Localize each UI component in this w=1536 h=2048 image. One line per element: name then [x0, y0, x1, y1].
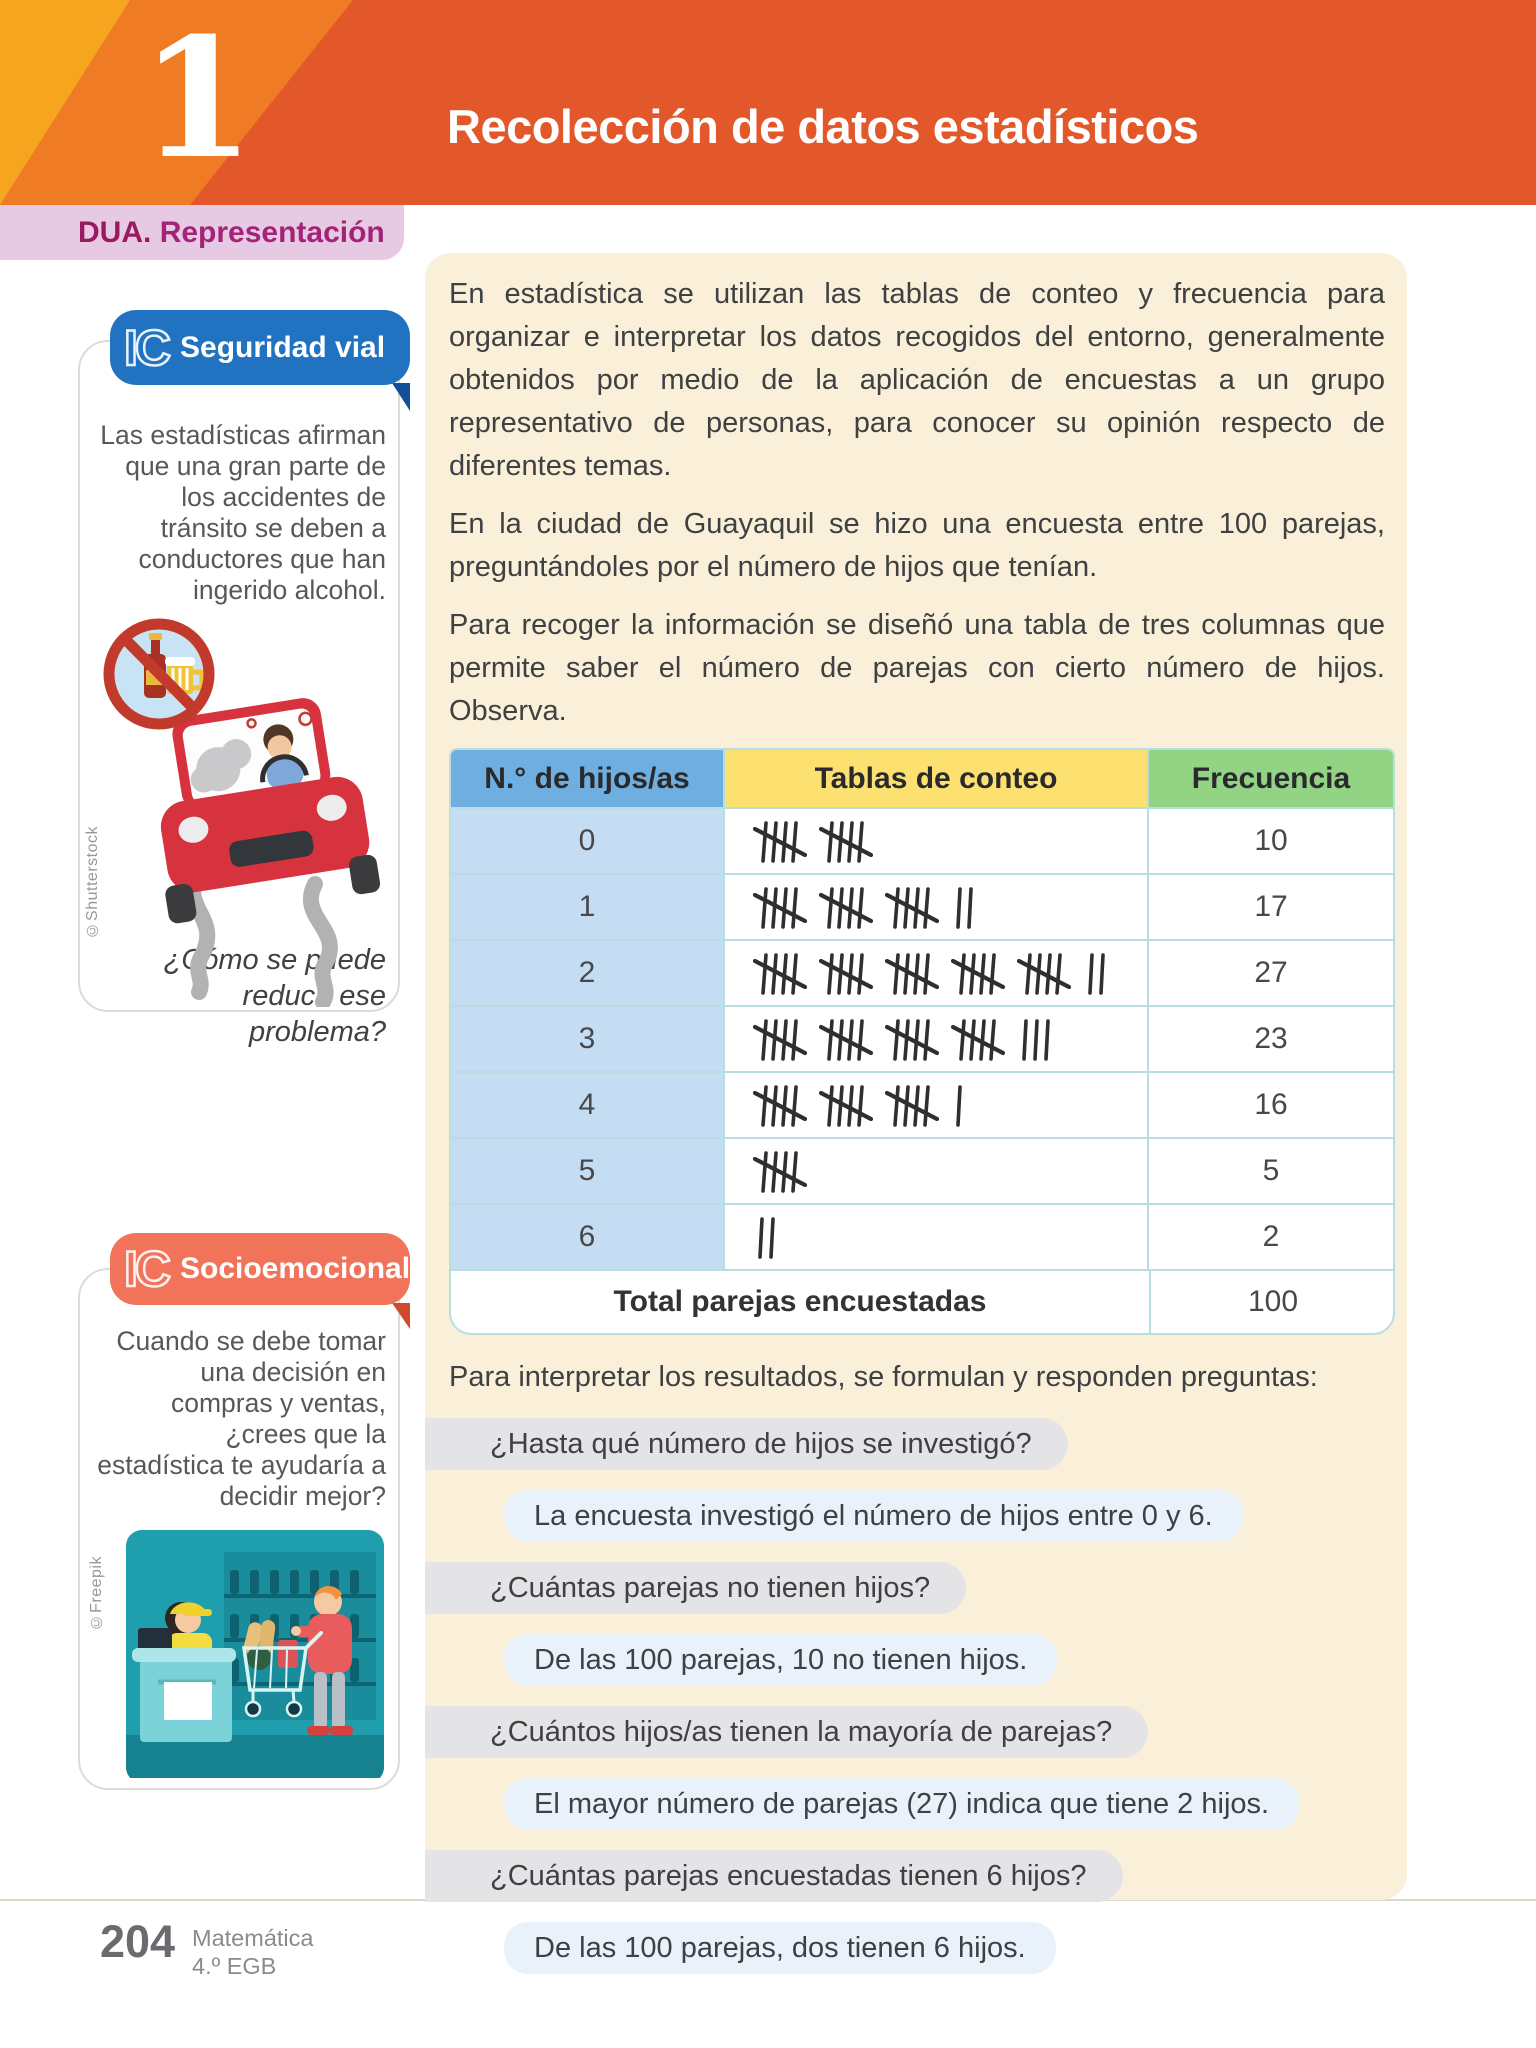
drunk-driving-illustration	[95, 612, 395, 1007]
cell-frecuencia: 27	[1147, 939, 1393, 1005]
question-bubble: ¿Cuántas parejas no tienen hijos?	[425, 1562, 966, 1614]
table-body	[451, 807, 1393, 1269]
tally-group-5-icon	[819, 1079, 873, 1131]
seguridad-vial-text: Las estadísticas afirman que una gran parte de los accidentes de tránsito se deben a conductores que han ingerido alcohol.	[100, 420, 386, 605]
tally-group-5-icon	[885, 1013, 939, 1065]
table-row	[451, 1203, 1393, 1269]
tally-group-1-icon	[951, 1079, 968, 1131]
cell-frecuencia: 10	[1147, 807, 1393, 873]
tally-group-2-icon	[1083, 947, 1111, 999]
cell-frecuencia: 5	[1147, 1137, 1393, 1203]
answer-bubble: La encuesta investigó el número de hijos entre 0 y 6.	[504, 1490, 1243, 1542]
table-total-label: Total parejas encuestadas	[451, 1269, 1149, 1333]
cell-frecuencia: 17	[1147, 873, 1393, 939]
table-row	[451, 873, 1393, 939]
tally-group-3-icon	[1017, 1013, 1056, 1065]
dua-badge	[0, 205, 404, 260]
table-total-value: 100	[1149, 1269, 1395, 1333]
footer-subject-name: Matemática	[192, 1925, 314, 1951]
answer-bubble: El mayor número de parejas (27) indica que tiene 2 hijos.	[504, 1778, 1299, 1830]
tally-group-5-icon	[1017, 947, 1071, 999]
seguridad-vial-title: Seguridad vial	[180, 330, 386, 364]
tally-group-5-icon	[753, 1145, 807, 1197]
store-scene-icon	[126, 1530, 384, 1778]
unit-number: 1	[140, 1, 255, 195]
cell-tally-marks	[723, 807, 1147, 873]
tally-group-5-icon	[753, 1079, 807, 1131]
cell-tally-marks	[723, 873, 1147, 939]
cell-tally-marks	[723, 1203, 1147, 1269]
tally-group-5-icon	[819, 815, 873, 867]
question-bubble: ¿Cuántos hijos/as tienen la mayoría de parejas?	[425, 1706, 1148, 1758]
table-row	[451, 939, 1393, 1005]
tally-group-5-icon	[885, 947, 939, 999]
tally-group-5-icon	[951, 1013, 1005, 1065]
table-column-header: N.° de hijos/as	[451, 750, 723, 807]
table-row	[451, 1005, 1393, 1071]
socioemocional-title-box	[110, 1233, 410, 1305]
cell-num-hijos: 3	[451, 1005, 723, 1071]
ic-logo-icon: IC	[124, 1241, 168, 1297]
tally-group-5-icon	[753, 947, 807, 999]
paragraph: En estadística se utilizan las tablas de conteo y frecuencia para organizar e interpretar los datos recogidos del entorno, generalmente obtenidos por medio de la aplicación de encuestas a un grupo representativo de personas, para conocer su opinión respecto de diferentes temas.	[449, 278, 1385, 482]
question-bubble: ¿Cuántas parejas encuestadas tienen 6 hijos?	[425, 1850, 1123, 1902]
tally-group-5-icon	[885, 1079, 939, 1131]
seguridad-vial-title-box	[110, 310, 410, 385]
cell-tally-marks	[723, 1071, 1147, 1137]
tally-group-5-icon	[819, 947, 873, 999]
ic-logo-icon: IC	[124, 319, 168, 376]
table-row	[451, 1137, 1393, 1203]
no-alcohol-sign-icon	[109, 624, 209, 724]
cell-frecuencia: 2	[1147, 1203, 1393, 1269]
socioemocional-title: Socioemocional	[180, 1252, 411, 1285]
page-number: 204	[100, 1916, 176, 1967]
cell-tally-marks	[723, 1005, 1147, 1071]
answer-bubble: De las 100 parejas, dos tienen 6 hijos.	[504, 1922, 1056, 1974]
tally-group-5-icon	[753, 1013, 807, 1065]
tally-group-2-icon	[753, 1211, 781, 1263]
table-row	[451, 807, 1393, 873]
tally-group-5-icon	[951, 947, 1005, 999]
tally-group-2-icon	[951, 881, 979, 933]
footer-grade: 4.º EGB	[192, 1953, 277, 1979]
interpret-intro: Para interpretar los resultados, se formulan y responden preguntas:	[449, 1361, 1318, 1393]
dua-badge-label: Representación	[159, 216, 385, 249]
cell-num-hijos: 0	[451, 807, 723, 873]
cell-tally-marks	[723, 939, 1147, 1005]
cell-tally-marks	[723, 1137, 1147, 1203]
footer-subject	[192, 1924, 313, 1980]
seguridad-vial-question: ¿Cómo se puede reducir ese problema?	[163, 944, 386, 1048]
socioemocional-text: Cuando se debe tomar una decisión en compras y ventas, ¿crees que la estadística te ayudaría a decidir mejor?	[97, 1326, 386, 1511]
freepik-credit: ©Freepik	[88, 1556, 105, 1631]
answer-bubble: De las 100 parejas, 10 no tienen hijos.	[504, 1634, 1057, 1686]
table-header-row	[451, 750, 1393, 807]
question-bubble: ¿Hasta qué número de hijos se investigó?	[425, 1418, 1068, 1470]
cell-num-hijos: 4	[451, 1071, 723, 1137]
frequency-table	[449, 748, 1395, 1335]
paragraph: En la ciudad de Guayaquil se hizo una encuesta entre 100 parejas, preguntándoles por el número de hijos que tenían.	[449, 508, 1385, 583]
cell-num-hijos: 6	[451, 1203, 723, 1269]
page-title: Recolección de datos estadísticos	[447, 100, 1199, 154]
dua-badge-bold: DUA.	[78, 216, 152, 249]
tally-group-5-icon	[753, 881, 807, 933]
tally-group-5-icon	[819, 881, 873, 933]
paragraphs	[449, 273, 1385, 733]
cell-num-hijos: 5	[451, 1137, 723, 1203]
tally-group-5-icon	[753, 815, 807, 867]
cell-frecuencia: 23	[1147, 1005, 1393, 1071]
table-row	[451, 1071, 1393, 1137]
main-content-panel	[425, 253, 1407, 1964]
cell-num-hijos: 2	[451, 939, 723, 1005]
table-column-header: Frecuencia	[1147, 750, 1393, 807]
tally-group-5-icon	[819, 1013, 873, 1065]
counter-icon	[132, 1648, 236, 1742]
paragraph: Para recoger la información se diseñó una tabla de tres columnas que permite saber el número de parejas con cierto número de hijos. Observa.	[449, 609, 1385, 727]
cell-frecuencia: 16	[1147, 1071, 1393, 1137]
cell-num-hijos: 1	[451, 873, 723, 939]
table-total-row	[451, 1269, 1393, 1333]
skid-marks-icon	[193, 874, 330, 1002]
qa-list	[425, 1418, 1385, 1974]
shutterstock-credit: ©Shutterstock	[84, 826, 101, 939]
tally-group-5-icon	[885, 881, 939, 933]
table-column-header: Tablas de conteo	[723, 750, 1147, 807]
store-illustration	[126, 1530, 384, 1783]
